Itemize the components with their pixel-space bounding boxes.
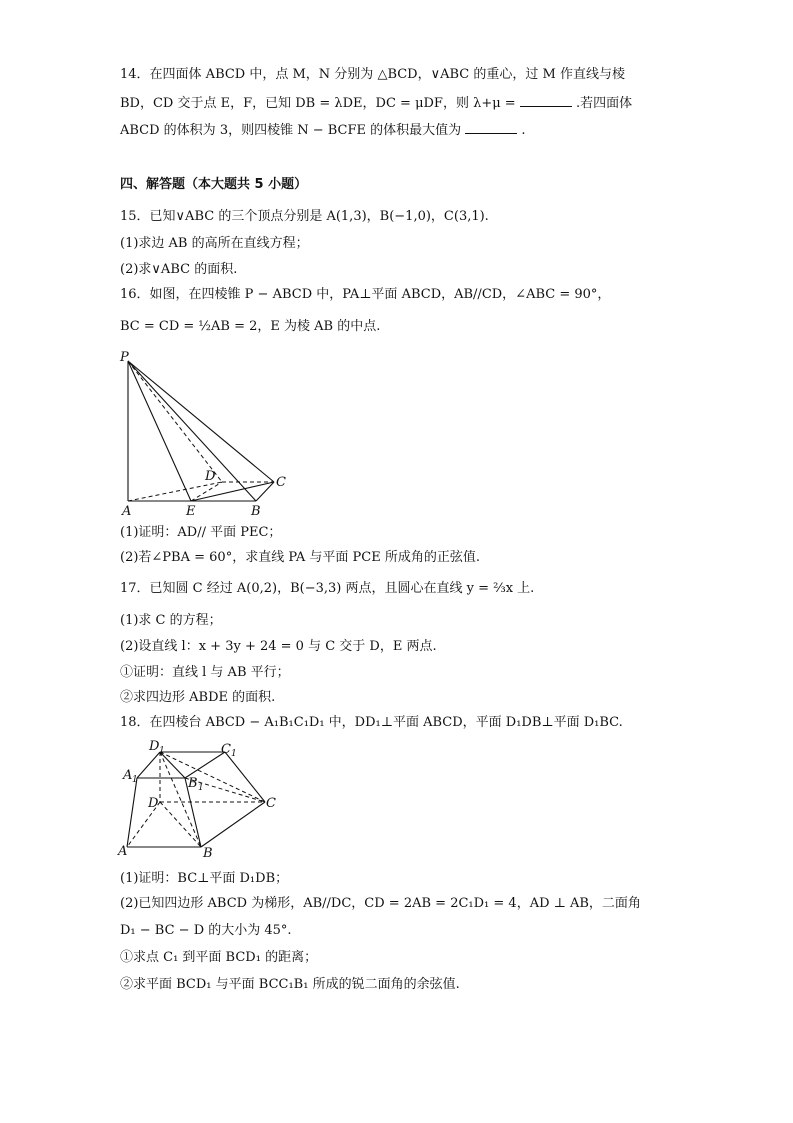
label-C: C	[266, 796, 276, 811]
label-B1-sub: 1	[198, 783, 204, 793]
label-A1: A	[123, 768, 133, 783]
label-D: D	[148, 796, 159, 811]
q17-part1: (1)求 C 的方程；	[120, 613, 222, 628]
q17-sub2: ②求四边形 ABDE 的面积.	[120, 690, 276, 705]
q14-line3	[120, 121, 526, 140]
label-E: E	[186, 504, 196, 519]
label-D1: D	[149, 739, 160, 754]
label-B: B	[203, 846, 213, 861]
q15-part1: (1)求边 AB 的高所在直线方程；	[120, 236, 309, 251]
q18-sub1: ①求点 C₁ 到平面 BCD₁ 的距离；	[120, 950, 318, 965]
q18-part2-line2: D₁ − BC − D 的大小为 45°.	[120, 923, 292, 938]
q17-line1: 17．已知圆 C 经过 A(0,2)，B(−3,3) 两点，且圆心在直线 y = ⅔x 上.	[120, 581, 535, 596]
answer-blank-1[interactable]	[520, 94, 572, 107]
q18-part2-line1: (2)已知四边形 ABCD 为梯形，AB//DC，CD = 2AB = 2C₁D₁ = 4，AD ⊥ AB，二面角	[120, 896, 641, 911]
q14-line2-text: BD，CD 交于点 E，F，已知 DB = λDE，DC = μDF，则 λ+μ =	[120, 96, 516, 111]
q14-line1: 14．在四面体 ABCD 中，点 M，N 分别为 △BCD，∨ABC 的重心，过 M 作直线与棱	[120, 67, 625, 82]
q16-line2: BC = CD = ½AB = 2，E 为棱 AB 的中点.	[120, 319, 381, 334]
q15-line1: 15．已知∨ABC 的三个顶点分别是 A(1,3)，B(−1,0)，C(3,1).	[120, 209, 489, 224]
q16-part1: (1)证明：AD// 平面 PEC；	[120, 525, 282, 540]
frustum-figure	[115, 735, 290, 865]
pyramid-figure	[110, 345, 300, 520]
q18-line1: 18．在四棱台 ABCD − A₁B₁C₁D₁ 中，DD₁⊥平面 ABCD，平面 D₁DB⊥平面 D₁BC.	[120, 715, 623, 730]
q17-sub1: ①证明：直线 l 与 AB 平行；	[120, 665, 290, 680]
q16-part2: (2)若∠PBA = 60°，求直线 PA 与平面 PCE 所成角的正弦值.	[120, 550, 480, 565]
label-B: B	[251, 504, 261, 519]
q14-line3-tail: .	[521, 123, 526, 138]
label-B1: B	[188, 776, 198, 791]
q15-part2: (2)求∨ABC 的面积.	[120, 262, 238, 277]
label-A: A	[118, 844, 128, 859]
q18-sub2: ②求平面 BCD₁ 与平面 BCC₁B₁ 所成的锐二面角的余弦值.	[120, 977, 460, 992]
label-P: P	[120, 350, 129, 365]
label-A1-sub: 1	[132, 775, 138, 785]
q14-line2-tail: .若四面体	[575, 96, 633, 111]
q16-line1: 16．如图，在四棱锥 P − ABCD 中，PA⊥平面 ABCD，AB//CD，∠ABC = 90°，	[120, 287, 611, 302]
label-A: A	[122, 504, 132, 519]
q14-line3-text: ABCD 的体积为 3，则四棱锥 N − BCFE 的体积最大值为	[120, 123, 462, 138]
label-C1-sub: 1	[231, 749, 237, 759]
label-D1-sub: 1	[159, 746, 165, 756]
label-C: C	[276, 475, 286, 490]
q14-line2	[120, 94, 632, 113]
q17-part2: (2)设直线 l：x + 3y + 24 = 0 与 C 交于 D，E 两点.	[120, 639, 437, 654]
label-C1: C	[221, 742, 231, 757]
q18-part1: (1)证明：BC⊥平面 D₁DB；	[120, 871, 289, 886]
answer-blank-2[interactable]	[465, 121, 517, 134]
label-D: D	[205, 469, 216, 484]
section-heading: 四、解答题（本大题共 5 小题）	[120, 177, 308, 192]
